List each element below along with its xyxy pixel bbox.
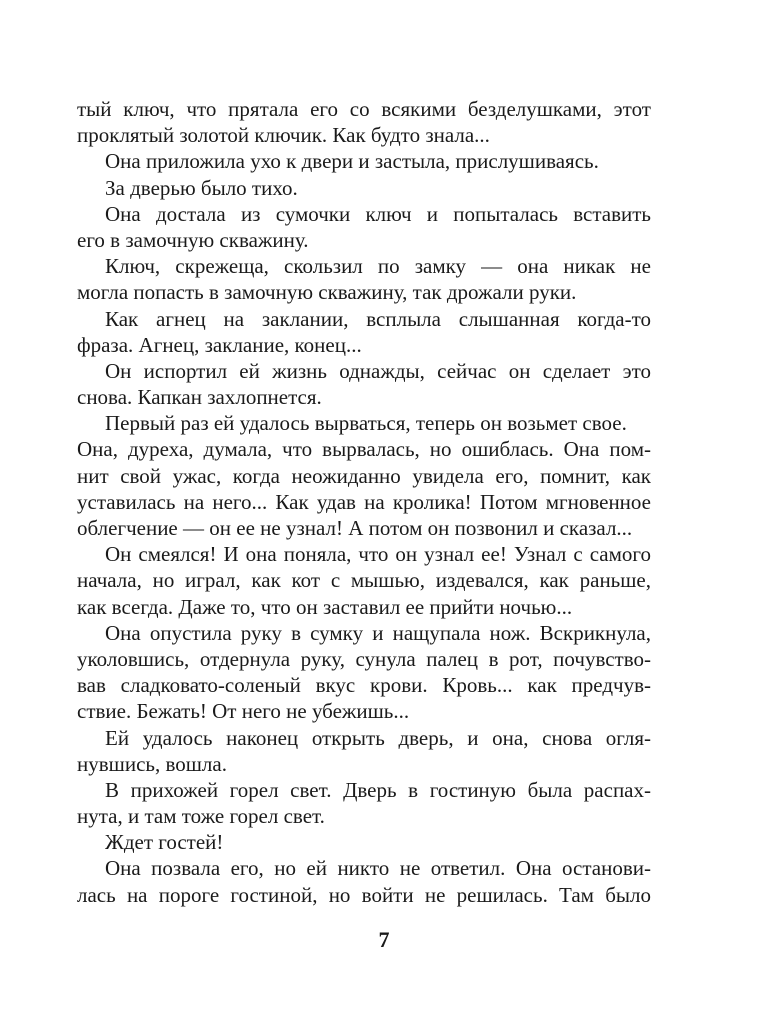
text-line: нута, и там тоже горел свет. — [77, 804, 325, 829]
text-line: Она приложила ухо к двери и застыла, прислушиваясь. — [105, 149, 599, 174]
text-line: уставилась на него... Как удав на кролика! Потом мгновенное — [77, 489, 651, 514]
text-line: Она достала из сумочки ключ и попыталась вставить — [105, 201, 651, 226]
text-line: ствие. Бежать! От него не убежишь... — [77, 699, 410, 724]
text-line: Она, дуреха, думала, что вырвалась, но ошиблась. Она пом- — [77, 437, 651, 462]
page-number: 7 — [378, 927, 390, 952]
text-line: нувшись, вошла. — [77, 751, 227, 776]
text-line: Первый раз ей удалось вырваться, теперь он возьмет свое. — [105, 411, 627, 436]
text-line: как всегда. Даже то, что он заставил ее прийти ночью... — [77, 594, 573, 619]
text-line: В прихожей горел свет. Дверь в гостиную была распах- — [105, 777, 651, 802]
page-body — [77, 96, 651, 908]
text-line: Он испортил ей жизнь однажды, сейчас он сделает это — [105, 358, 651, 383]
text-line: облегчение — он ее не узнал! А потом он позвонил и сказал... — [77, 516, 633, 540]
text-line: могла попасть в замочную скважину, так дрожали руки. — [77, 280, 577, 305]
text-line: проклятый золотой ключик. Как будто знала... — [77, 123, 490, 148]
text-line: лась на пороге гостиной, но войти не решилась. Там было — [77, 882, 651, 907]
text-line: Ждет гостей! — [105, 830, 224, 855]
text-line: тый ключ, что прятала его со всякими безделушками, этот — [77, 97, 651, 121]
text-line: Она опустила руку в сумку и нащупала нож. Вскрикнула, — [105, 620, 651, 645]
text-line: Как агнец на заклании, всплыла слышанная когда-то — [105, 306, 651, 331]
text-line: Она позвала его, но ей никто не ответил. Она останови- — [105, 856, 651, 881]
text-line: фраза. Агнец, заклание, конец... — [77, 332, 362, 357]
text-line: нит свой ужас, когда неожиданно увидела его, помнит, как — [77, 463, 651, 488]
text-line: Ей удалось наконец открыть дверь, и она, снова огля- — [105, 725, 651, 750]
text-line: За дверью было тихо. — [105, 175, 298, 200]
text-line: снова. Капкан захлопнется. — [77, 385, 322, 410]
text-line: Он смеялся! И она поняла, что он узнал ее! Узнал с самого — [105, 542, 651, 567]
text-line: вав сладковато-соленый вкус крови. Кровь... как предчув- — [77, 673, 651, 698]
text-line: начала, но играл, как кот с мышью, издевался, как раньше, — [77, 568, 651, 593]
text-line: Ключ, скрежеща, скользил по замку — она никак не — [105, 254, 651, 279]
text-line: его в замочную скважину. — [77, 227, 309, 252]
text-line: уколовшись, отдернула руку, сунула палец в рот, почувство- — [77, 646, 651, 671]
